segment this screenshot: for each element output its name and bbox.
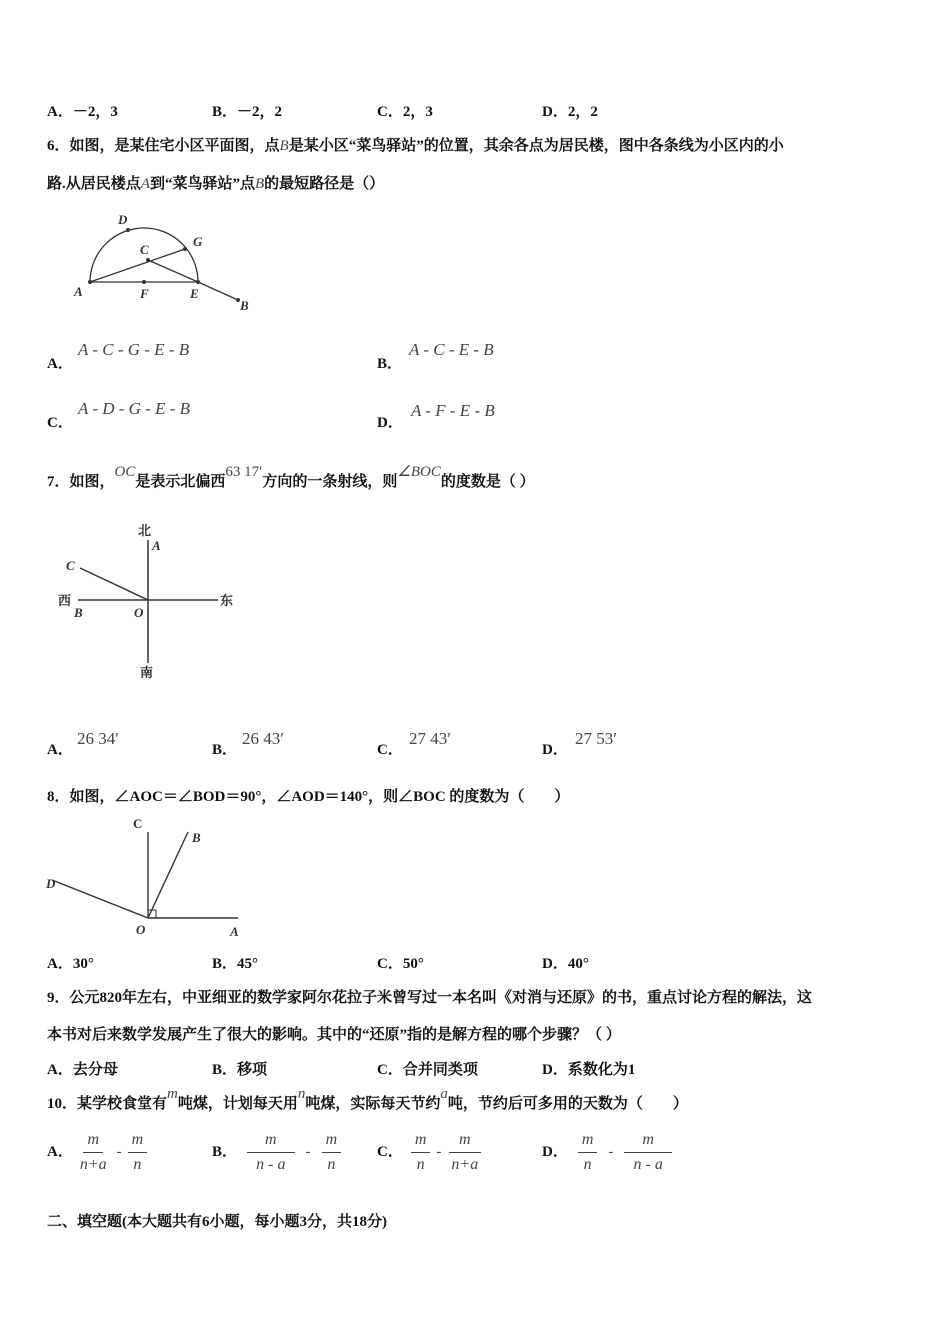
- text: 10．某学校食堂有: [47, 1096, 168, 1112]
- denominator: n - a: [256, 1155, 286, 1173]
- fraction: [128, 1130, 148, 1175]
- q9-question-line2: 本书对后来数学发展产生了很大的影响。其中的“还原”指的是解方程的哪个步骤？（ ）: [47, 1027, 621, 1043]
- text: 7．如图，: [47, 474, 115, 490]
- q7-option-a-value: 26 34′: [77, 729, 119, 748]
- q7-option-c-letter: C．: [377, 742, 403, 758]
- option-letter: C．: [377, 1144, 403, 1160]
- text: 吨煤，实际每天节约: [305, 1096, 441, 1112]
- q7-compass-figure: [50, 515, 250, 685]
- text: 的度数是（ ）: [440, 474, 535, 490]
- q8-question: 8．如图，∠AOC＝∠BOD＝90°，∠AOD＝140°，则∠BOC 的度数为（ ）: [47, 789, 570, 805]
- var-a: A: [140, 176, 150, 192]
- fraction: [578, 1130, 598, 1175]
- q6-option-b-letter: B．: [377, 356, 403, 372]
- label-b: B: [192, 830, 201, 845]
- label-o: O: [134, 605, 144, 620]
- q6-question-line1: [47, 136, 784, 156]
- q6-option-c-path: A - D - G - E - B: [78, 399, 191, 418]
- label-north: 北: [138, 523, 152, 538]
- label-d: D: [118, 212, 128, 227]
- label-east: 东: [220, 593, 234, 608]
- q8-option-b: B．45°: [212, 956, 259, 972]
- q8-option-a: A．30°: [47, 956, 94, 972]
- option-letter: A．: [47, 1144, 73, 1160]
- q6-option-d-path: A - F - E - B: [411, 401, 495, 420]
- q5-option-c: C．2，3: [377, 104, 433, 120]
- label-o: O: [136, 922, 146, 937]
- numerator: m: [449, 1130, 481, 1153]
- var-b: B: [279, 138, 289, 154]
- numerator: m: [322, 1130, 342, 1153]
- minus-sign: -: [116, 1144, 122, 1160]
- option-letter: B．: [212, 1144, 238, 1160]
- label-c: C: [133, 816, 143, 831]
- fraction: [411, 1130, 431, 1175]
- fraction: [247, 1130, 295, 1175]
- q7-option-b-value: 26 43′: [242, 729, 284, 748]
- minus-sign: -: [608, 1144, 614, 1160]
- text: 吨煤，计划每天用: [177, 1096, 298, 1112]
- label-b: B: [74, 605, 83, 620]
- q5-option-d: D．2，2: [542, 104, 598, 120]
- denominator: n+a: [451, 1155, 479, 1173]
- q7-option-c-value: 27 43′: [409, 729, 451, 748]
- q6-option-b-path: A - C - E - B: [409, 340, 494, 359]
- var-oc: OC: [114, 464, 136, 480]
- q5-option-b: B．－2，2: [212, 104, 283, 120]
- denominator: n: [327, 1155, 336, 1173]
- label-a: A: [152, 538, 161, 553]
- q6-question-line2: [47, 174, 384, 194]
- denominator: n+a: [79, 1155, 107, 1173]
- q7-option-b-letter: B．: [212, 742, 238, 758]
- label-b: B: [240, 298, 249, 313]
- q9-option-d: D．系数化为1: [542, 1062, 636, 1078]
- denominator: n - a: [633, 1155, 663, 1173]
- numerator: m: [578, 1130, 598, 1153]
- numerator: m: [83, 1130, 103, 1153]
- q6-figure: [60, 210, 260, 315]
- option-letter: D．: [542, 1144, 568, 1160]
- fraction: [624, 1130, 672, 1175]
- fraction: [76, 1130, 111, 1175]
- minus-sign: -: [305, 1144, 311, 1160]
- fraction: [447, 1130, 482, 1175]
- q8-angle-figure: [40, 812, 260, 942]
- q8-option-d: D．40°: [542, 956, 589, 972]
- text: 到“菜鸟驿站”点: [149, 176, 255, 192]
- q10-option-b: [212, 1130, 344, 1174]
- q7-option-d-value: 27 53′: [575, 729, 617, 748]
- q6-option-a-letter: A．: [47, 356, 73, 372]
- var-a: a: [440, 1086, 448, 1102]
- numerator: m: [128, 1130, 148, 1153]
- minus-sign: -: [436, 1144, 442, 1160]
- label-a: A: [230, 924, 239, 939]
- label-west: 西: [58, 593, 72, 608]
- numerator: m: [411, 1130, 431, 1153]
- label-f: F: [140, 286, 149, 301]
- q10-option-a: [47, 1130, 150, 1174]
- q9-option-c: C．合并同类项: [377, 1062, 478, 1078]
- numerator: m: [624, 1130, 672, 1153]
- q9-option-a: A．去分母: [47, 1062, 118, 1078]
- angle-value: 63 17′: [225, 464, 263, 480]
- denominator: n: [583, 1155, 592, 1173]
- label-c: C: [66, 558, 75, 573]
- fraction: [322, 1130, 342, 1175]
- var-b: B: [254, 176, 265, 192]
- var-n: n: [297, 1086, 306, 1102]
- denominator: n: [133, 1155, 142, 1173]
- q6-option-c-letter: C．: [47, 415, 73, 431]
- text: 吨，节约后可多用的天数为（ ）: [447, 1096, 688, 1112]
- text: 是某小区“菜鸟驿站”的位置，其余各点为居民楼，图中各条线为小区内的小: [288, 138, 784, 154]
- text: 6．如图，是某住宅小区平面图，点: [47, 138, 280, 154]
- q6-option-d-letter: D．: [377, 415, 403, 431]
- denominator: n: [416, 1155, 425, 1173]
- text: 的最短路径是（）: [264, 176, 385, 192]
- text: 方向的一条射线，则: [262, 474, 398, 490]
- q7-option-d-letter: D．: [542, 742, 568, 758]
- var-m: m: [167, 1086, 178, 1102]
- q10-option-d: [542, 1130, 675, 1174]
- label-a: A: [74, 284, 83, 299]
- q7-option-a-letter: A．: [47, 742, 73, 758]
- text: 路.从居民楼点: [47, 176, 141, 192]
- label-c: C: [140, 242, 149, 257]
- section-2-heading: 二、填空题(本大题共有6小题，每小题3分，共18分): [47, 1214, 387, 1230]
- numerator: m: [247, 1130, 295, 1153]
- q7-question: [47, 464, 535, 492]
- label-g: G: [193, 234, 203, 249]
- q6-option-a-path: A - C - G - E - B: [78, 340, 190, 359]
- q10-question: [47, 1086, 688, 1114]
- q9-option-b: B．移项: [212, 1062, 268, 1078]
- q10-option-c: [377, 1130, 485, 1174]
- var-angle-boc: ∠BOC: [397, 464, 441, 480]
- q5-option-a: A．－2，3: [47, 104, 118, 120]
- text: 是表示北偏西: [135, 474, 226, 490]
- label-d: D: [46, 876, 56, 891]
- q8-option-c: C．50°: [377, 956, 424, 972]
- q9-question-line1: 9．公元820年左右，中亚细亚的数学家阿尔花拉子米曾写过一本名叫《对消与还原》的书，重点讨论方程的解法，这: [47, 990, 813, 1006]
- label-south: 南: [140, 665, 154, 680]
- label-e: E: [190, 286, 199, 301]
